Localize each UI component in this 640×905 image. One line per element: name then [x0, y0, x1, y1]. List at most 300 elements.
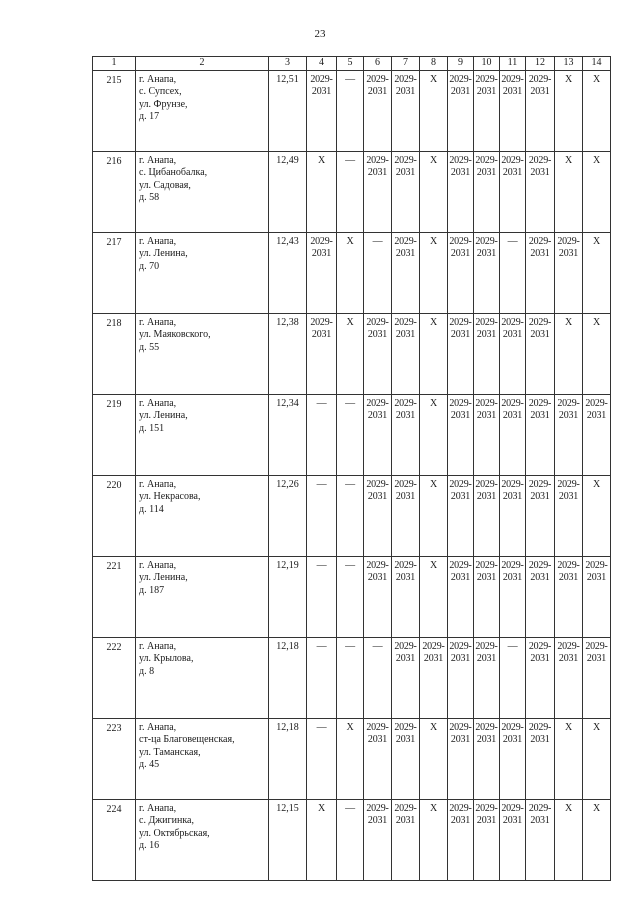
work-period-cell-col-12 [526, 313, 555, 394]
work-period-cell-col-5: — [337, 556, 364, 637]
period-end: 2031 [502, 167, 523, 178]
address-line: д. 45 [139, 759, 160, 770]
period-start: 2029- [475, 559, 498, 571]
period-end: 2031 [450, 653, 471, 664]
work-period-cell-col-5: — [337, 799, 364, 880]
period-end: 2031 [395, 491, 416, 502]
address-line: ул. Крылова, [139, 653, 194, 664]
address-cell [136, 799, 269, 880]
table-row [93, 799, 611, 880]
work-period-cell-col-4: — [307, 556, 337, 637]
work-period-cell-col-6: — [364, 637, 392, 718]
period-end: 2031 [530, 572, 550, 583]
address-line: д. 151 [139, 422, 165, 434]
period-start: 2029- [394, 802, 417, 814]
table-row [93, 394, 611, 475]
period-end: 2031 [367, 410, 388, 421]
period-end: 2031 [367, 167, 388, 178]
period-start: 2029- [501, 559, 524, 571]
register-table [92, 56, 611, 881]
period-start: 2029- [528, 559, 552, 571]
work-period-cell-col-10 [474, 475, 500, 556]
period-start: 2029- [394, 640, 417, 652]
period-end: 2031 [530, 491, 550, 502]
period-end: 2031 [476, 329, 497, 340]
period-end: 2031 [311, 329, 332, 340]
period-end: 2031 [450, 410, 471, 421]
address-cell [136, 313, 269, 394]
period-start: 2029- [557, 397, 580, 409]
address-line: ул. Ленина, [139, 572, 188, 583]
row-number: 224 [93, 799, 136, 880]
period-start: 2029- [501, 397, 524, 409]
work-period-cell-col-9 [448, 718, 474, 799]
work-period-cell-col-8: X [420, 151, 448, 232]
address-line: ул. Некрасова, [139, 491, 201, 502]
period-start: 2029- [528, 154, 552, 166]
address-cell [136, 394, 269, 475]
address-line: г. Анапа, [139, 640, 177, 652]
work-period-cell-col-11 [500, 799, 526, 880]
work-period-cell-col-8: X [420, 394, 448, 475]
work-period-cell-col-6 [364, 151, 392, 232]
period-end: 2031 [530, 86, 550, 97]
area-value: 12,49 [269, 151, 307, 232]
work-period-cell-col-7 [392, 556, 420, 637]
work-period-cell-col-13 [555, 556, 583, 637]
period-start: 2029- [501, 73, 524, 85]
work-period-cell-col-14 [583, 556, 611, 637]
period-end: 2031 [311, 86, 332, 97]
work-period-cell-col-9 [448, 556, 474, 637]
work-period-cell-col-8 [420, 637, 448, 718]
work-period-cell-col-4: — [307, 637, 337, 718]
work-period-cell-col-7 [392, 637, 420, 718]
period-end: 2031 [502, 734, 523, 745]
period-end: 2031 [395, 734, 416, 745]
table-row [93, 556, 611, 637]
period-end: 2031 [476, 491, 497, 502]
work-period-cell-col-10 [474, 556, 500, 637]
period-end: 2031 [367, 734, 388, 745]
period-end: 2031 [395, 410, 416, 421]
period-end: 2031 [502, 86, 523, 97]
area-value: 12,51 [269, 70, 307, 151]
period-end: 2031 [450, 329, 471, 340]
period-start: 2029- [394, 559, 417, 571]
period-start: 2029- [422, 640, 445, 652]
period-start: 2029- [449, 721, 472, 733]
period-start: 2029- [475, 316, 498, 328]
work-period-cell-col-13 [555, 637, 583, 718]
address-line: с. Супсех, [139, 86, 182, 97]
address-line: г. Анапа, [139, 559, 177, 571]
period-end: 2031 [395, 167, 416, 178]
work-period-cell-col-14: X [583, 799, 611, 880]
work-period-cell-col-5: X [337, 718, 364, 799]
address-line: г. Анапа, [139, 316, 177, 328]
work-period-cell-col-8: X [420, 475, 448, 556]
period-end: 2031 [367, 329, 388, 340]
period-end: 2031 [395, 653, 416, 664]
work-period-cell-col-6 [364, 718, 392, 799]
period-start: 2029- [366, 316, 389, 328]
column-header-4: 4 [307, 57, 337, 71]
period-start: 2029- [585, 397, 608, 409]
period-start: 2029- [394, 316, 417, 328]
period-start: 2029- [310, 316, 333, 328]
work-period-cell-col-9 [448, 232, 474, 313]
period-start: 2029- [449, 316, 472, 328]
column-header-9: 9 [448, 57, 474, 71]
work-period-cell-col-9 [448, 475, 474, 556]
area-value: 12,18 [269, 718, 307, 799]
period-start: 2029- [366, 73, 389, 85]
period-start: 2029- [310, 235, 333, 247]
address-line: ул. Таманская, [139, 746, 201, 758]
period-start: 2029- [449, 397, 472, 409]
address-line: с. Цибанобалка, [139, 167, 208, 178]
work-period-cell-col-11 [500, 718, 526, 799]
period-end: 2031 [558, 248, 579, 259]
work-period-cell-col-5: — [337, 151, 364, 232]
work-period-cell-col-10 [474, 70, 500, 151]
work-period-cell-col-10 [474, 394, 500, 475]
work-period-cell-col-5: — [337, 70, 364, 151]
work-period-cell-col-11 [500, 556, 526, 637]
work-period-cell-col-4: — [307, 394, 337, 475]
period-end: 2031 [450, 734, 471, 745]
period-end: 2031 [476, 572, 497, 583]
work-period-cell-col-10 [474, 151, 500, 232]
period-start: 2029- [475, 478, 498, 490]
column-header-14: 14 [583, 57, 611, 71]
work-period-cell-col-13: X [555, 313, 583, 394]
work-period-cell-col-7 [392, 799, 420, 880]
table-row [93, 475, 611, 556]
period-start: 2029- [475, 235, 498, 247]
period-start: 2029- [528, 316, 552, 328]
period-start: 2029- [528, 640, 552, 652]
period-end: 2031 [558, 653, 579, 664]
work-period-cell-col-14: X [583, 475, 611, 556]
row-number: 216 [93, 151, 136, 232]
period-start: 2029- [557, 478, 580, 490]
period-start: 2029- [475, 640, 498, 652]
area-value: 12,38 [269, 313, 307, 394]
work-period-cell-col-10 [474, 718, 500, 799]
work-period-cell-col-7 [392, 394, 420, 475]
period-start: 2029- [475, 397, 498, 409]
work-period-cell-col-4: — [307, 475, 337, 556]
work-period-cell-col-4: — [307, 718, 337, 799]
period-end: 2031 [476, 167, 497, 178]
address-cell [136, 151, 269, 232]
work-period-cell-col-6 [364, 394, 392, 475]
period-start: 2029- [394, 397, 417, 409]
period-start: 2029- [394, 478, 417, 490]
area-value: 12,26 [269, 475, 307, 556]
period-end: 2031 [395, 248, 416, 259]
work-period-cell-col-13 [555, 475, 583, 556]
row-number: 218 [93, 313, 136, 394]
period-end: 2031 [367, 491, 388, 502]
table-row [93, 151, 611, 232]
work-period-cell-col-5: X [337, 313, 364, 394]
address-line: д. 70 [139, 260, 160, 272]
period-start: 2029- [528, 802, 552, 814]
period-end: 2031 [476, 410, 497, 421]
period-start: 2029- [394, 73, 417, 85]
address-line: г. Анапа, [139, 154, 177, 166]
address-line: с. Джигинка, [139, 815, 194, 826]
period-end: 2031 [450, 572, 471, 583]
period-end: 2031 [502, 815, 523, 826]
work-period-cell-col-12 [526, 151, 555, 232]
work-period-cell-col-12 [526, 475, 555, 556]
address-line: ул. Ленина, [139, 248, 188, 259]
column-header-13: 13 [555, 57, 583, 71]
column-header-5: 5 [337, 57, 364, 71]
period-end: 2031 [530, 734, 550, 745]
area-value: 12,18 [269, 637, 307, 718]
work-period-cell-col-4 [307, 70, 337, 151]
period-start: 2029- [366, 478, 389, 490]
period-end: 2031 [502, 572, 523, 583]
address-line: ул. Фрунзе, [139, 98, 188, 110]
table-header-row [93, 57, 611, 71]
address-cell [136, 475, 269, 556]
period-start: 2029- [557, 235, 580, 247]
period-end: 2031 [530, 410, 550, 421]
period-start: 2029- [475, 721, 498, 733]
work-period-cell-col-11 [500, 475, 526, 556]
work-period-cell-col-13: X [555, 151, 583, 232]
work-period-cell-col-9 [448, 70, 474, 151]
column-header-1: 1 [93, 57, 136, 71]
area-value: 12,43 [269, 232, 307, 313]
period-start: 2029- [528, 397, 552, 409]
work-period-cell-col-14: X [583, 313, 611, 394]
work-period-cell-col-7 [392, 70, 420, 151]
period-end: 2031 [476, 734, 497, 745]
address-line: ул. Октябрьская, [139, 827, 210, 839]
period-end: 2031 [586, 572, 607, 583]
period-end: 2031 [586, 410, 607, 421]
address-line: г. Анапа, [139, 478, 177, 490]
period-end: 2031 [395, 572, 416, 583]
work-period-cell-col-12 [526, 718, 555, 799]
page-number: 23 [314, 28, 326, 40]
period-start: 2029- [501, 802, 524, 814]
work-period-cell-col-6 [364, 313, 392, 394]
period-end: 2031 [530, 248, 550, 259]
work-period-cell-col-12 [526, 799, 555, 880]
period-start: 2029- [528, 235, 552, 247]
period-start: 2029- [585, 640, 608, 652]
address-line: д. 114 [139, 503, 164, 515]
column-header-11: 11 [500, 57, 526, 71]
period-start: 2029- [501, 721, 524, 733]
address-cell [136, 232, 269, 313]
column-header-10: 10 [474, 57, 500, 71]
period-end: 2031 [450, 491, 471, 502]
work-period-cell-col-6 [364, 556, 392, 637]
period-end: 2031 [450, 248, 471, 259]
address-line: д. 8 [139, 665, 155, 677]
work-period-cell-col-14 [583, 394, 611, 475]
period-start: 2029- [449, 478, 472, 490]
address-line: д. 17 [139, 111, 160, 122]
period-end: 2031 [502, 410, 523, 421]
row-number: 222 [93, 637, 136, 718]
work-period-cell-col-8: X [420, 313, 448, 394]
work-period-cell-col-10 [474, 232, 500, 313]
address-line: г. Анапа, [139, 802, 177, 814]
period-start: 2029- [528, 721, 552, 733]
work-period-cell-col-14: X [583, 70, 611, 151]
period-start: 2029- [585, 559, 608, 571]
work-period-cell-col-10 [474, 313, 500, 394]
work-period-cell-col-14: X [583, 232, 611, 313]
work-period-cell-col-12 [526, 556, 555, 637]
period-end: 2031 [367, 86, 388, 97]
period-start: 2029- [528, 478, 552, 490]
period-start: 2029- [449, 154, 472, 166]
column-header-12: 12 [526, 57, 555, 71]
period-end: 2031 [367, 815, 388, 826]
address-cell [136, 718, 269, 799]
column-header-7: 7 [392, 57, 420, 71]
area-value: 12,19 [269, 556, 307, 637]
period-end: 2031 [395, 815, 416, 826]
work-period-cell-col-9 [448, 637, 474, 718]
table-row [93, 313, 611, 394]
address-line: д. 187 [139, 584, 165, 596]
area-value: 12,34 [269, 394, 307, 475]
address-line: д. 55 [139, 341, 160, 353]
address-line: г. Анапа, [139, 235, 177, 247]
work-period-cell-col-5: — [337, 394, 364, 475]
period-start: 2029- [366, 397, 389, 409]
address-line: ул. Садовая, [139, 179, 191, 191]
period-start: 2029- [557, 640, 580, 652]
address-line: г. Анапа, [139, 397, 177, 409]
period-end: 2031 [558, 491, 579, 502]
period-end: 2031 [502, 491, 523, 502]
period-end: 2031 [367, 572, 388, 583]
work-period-cell-col-8: X [420, 718, 448, 799]
area-value: 12,15 [269, 799, 307, 880]
address-cell [136, 70, 269, 151]
period-start: 2029- [449, 73, 472, 85]
period-start: 2029- [475, 73, 498, 85]
work-period-cell-col-11 [500, 151, 526, 232]
table-row [93, 718, 611, 799]
address-line: ул. Маяковского, [139, 329, 211, 340]
period-end: 2031 [423, 653, 444, 664]
period-end: 2031 [530, 653, 550, 664]
period-end: 2031 [476, 86, 497, 97]
work-period-cell-col-7 [392, 151, 420, 232]
column-header-2: 2 [136, 57, 269, 71]
work-period-cell-col-11: — [500, 637, 526, 718]
work-period-cell-col-12 [526, 70, 555, 151]
work-period-cell-col-10 [474, 799, 500, 880]
period-end: 2031 [476, 653, 497, 664]
work-period-cell-col-6 [364, 70, 392, 151]
row-number: 219 [93, 394, 136, 475]
period-start: 2029- [449, 559, 472, 571]
period-end: 2031 [502, 329, 523, 340]
work-period-cell-col-11: — [500, 232, 526, 313]
period-start: 2029- [475, 154, 498, 166]
table-row [93, 70, 611, 151]
work-period-cell-col-6: — [364, 232, 392, 313]
work-period-cell-col-11 [500, 70, 526, 151]
period-end: 2031 [450, 86, 471, 97]
work-period-cell-col-13: X [555, 70, 583, 151]
row-number: 217 [93, 232, 136, 313]
period-start: 2029- [394, 721, 417, 733]
work-period-cell-col-9 [448, 151, 474, 232]
address-cell [136, 637, 269, 718]
period-start: 2029- [310, 73, 333, 85]
work-period-cell-col-14: X [583, 718, 611, 799]
address-cell [136, 556, 269, 637]
work-period-cell-col-5: X [337, 232, 364, 313]
work-period-cell-col-4 [307, 232, 337, 313]
period-end: 2031 [476, 815, 497, 826]
work-period-cell-col-5: — [337, 637, 364, 718]
address-line: ст-ца Благовещенская, [139, 734, 235, 745]
work-period-cell-col-5: — [337, 475, 364, 556]
address-line: д. 58 [139, 192, 160, 203]
column-header-8: 8 [420, 57, 448, 71]
period-end: 2031 [558, 572, 579, 583]
work-period-cell-col-12 [526, 394, 555, 475]
work-period-cell-col-12 [526, 232, 555, 313]
period-start: 2029- [366, 154, 389, 166]
work-period-cell-col-11 [500, 313, 526, 394]
period-start: 2029- [449, 235, 472, 247]
period-end: 2031 [476, 248, 497, 259]
work-period-cell-col-9 [448, 799, 474, 880]
period-start: 2029- [501, 316, 524, 328]
column-header-6: 6 [364, 57, 392, 71]
period-start: 2029- [501, 154, 524, 166]
period-end: 2031 [395, 86, 416, 97]
work-period-cell-col-7 [392, 232, 420, 313]
period-start: 2029- [557, 559, 580, 571]
work-period-cell-col-12 [526, 637, 555, 718]
work-period-cell-col-7 [392, 718, 420, 799]
row-number: 221 [93, 556, 136, 637]
address-line: ул. Ленина, [139, 410, 188, 421]
address-line: г. Анапа, [139, 721, 177, 733]
period-start: 2029- [366, 802, 389, 814]
row-number: 223 [93, 718, 136, 799]
work-period-cell-col-6 [364, 799, 392, 880]
work-period-cell-col-13 [555, 232, 583, 313]
work-period-cell-col-13: X [555, 799, 583, 880]
period-start: 2029- [394, 235, 417, 247]
work-period-cell-col-7 [392, 313, 420, 394]
work-period-cell-col-14 [583, 637, 611, 718]
work-period-cell-col-4 [307, 313, 337, 394]
period-end: 2031 [558, 410, 579, 421]
period-start: 2029- [366, 721, 389, 733]
